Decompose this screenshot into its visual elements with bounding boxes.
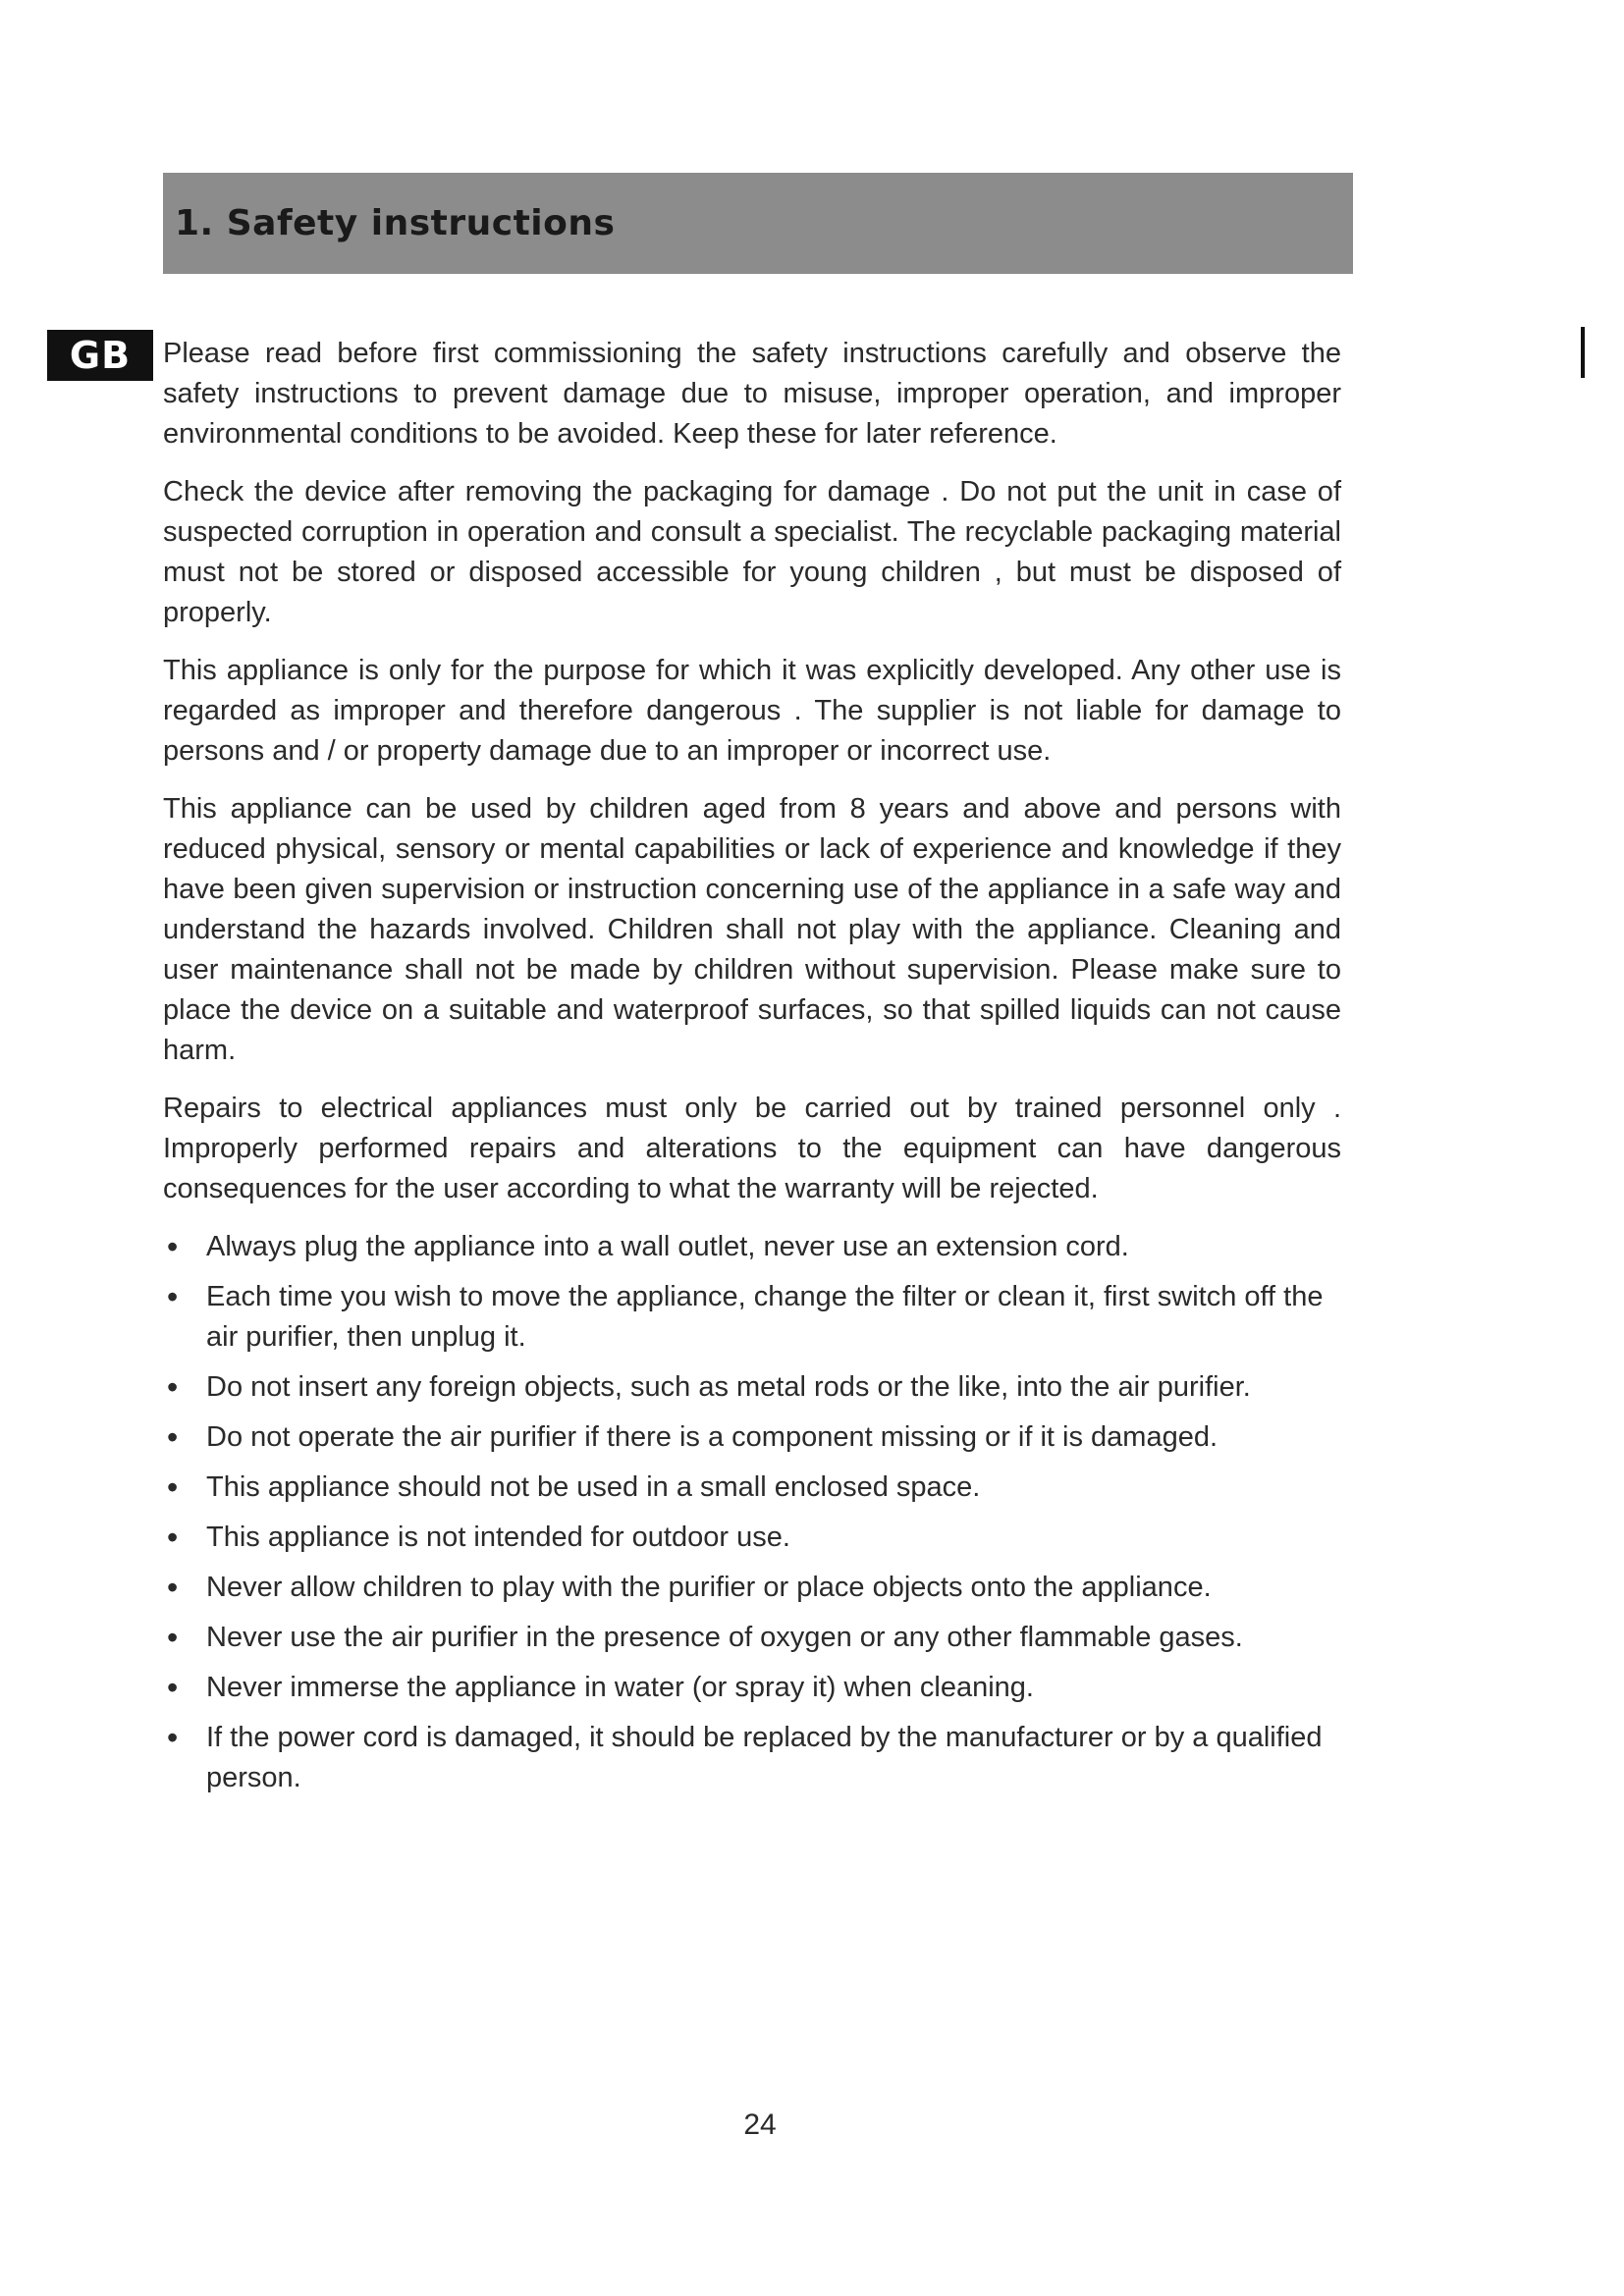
bullet-item: • Never immerse the appliance in water (or spray it) when cleaning. <box>163 1668 1341 1708</box>
document-body <box>163 334 1341 1808</box>
language-tab: GB <box>47 330 153 381</box>
safety-bullet-list <box>163 1227 1341 1798</box>
bullet-item: • If the power cord is damaged, it should be replaced by the manufacturer or by a qualified person. <box>163 1718 1341 1798</box>
paragraph-packaging: Check the device after removing the packaging for damage . Do not put the unit in case of suspected corruption in operation and consult a specialist. The recyclable packaging material must not be stored or disposed accessible for young children , but must be disposed of properly. <box>163 476 1341 628</box>
paragraph-intro: Please read before first commissioning the safety instructions carefully and observe the safety instructions to prevent damage due to misuse, improper operation, and improper environmental conditions to be avoided. Keep these for later reference. <box>163 338 1341 450</box>
bullet-item: • Each time you wish to move the appliance, change the filter or clean it, first switch off the air purifier, then unplug it. <box>163 1277 1341 1358</box>
paragraph-intended-use: This appliance is only for the purpose for which it was explicitly developed. Any other use is regarded as improper and therefore dangerous . The supplier is not liable for damage to persons and / or property damage due to an improper or incorrect use. <box>163 655 1341 767</box>
paragraph-repairs: Repairs to electrical appliances must only be carried out by trained personnel only . Improperly performed repairs and alterations to the equipment can have dangerous consequences for the user according to what the warranty will be rejected. <box>163 1093 1341 1204</box>
bullet-item: • Never allow children to play with the purifier or place objects onto the appliance. <box>163 1568 1341 1608</box>
bullet-item: • Never use the air purifier in the presence of oxygen or any other flammable gases. <box>163 1618 1341 1658</box>
section-title: 1. Safety instructions <box>175 203 616 243</box>
paragraph-children: This appliance can be used by children aged from 8 years and above and persons with reduced physical, sensory or mental capabilities or lack of experience and knowledge if they have been given supervision or instruction concerning use of the appliance in a safe way and understand the hazards involved. Children shall not play with the appliance. Cleaning and user maintenance shall not be made by children without supervision. Please make sure to place the device on a suitable and waterproof surfaces, so that spilled liquids can not cause harm. <box>163 793 1341 1066</box>
page-number: 24 <box>743 2109 777 2141</box>
section-header <box>163 173 1353 274</box>
margin-marker-bar <box>1581 327 1585 378</box>
bullet-item: • This appliance is not intended for outdoor use. <box>163 1518 1341 1558</box>
bullet-item: • Do not operate the air purifier if there is a component missing or if it is damaged. <box>163 1417 1341 1458</box>
bullet-item: • This appliance should not be used in a small enclosed space. <box>163 1468 1341 1508</box>
bullet-item: • Do not insert any foreign objects, such as metal rods or the like, into the air purifier. <box>163 1367 1341 1408</box>
bullet-item: • Always plug the appliance into a wall outlet, never use an extension cord. <box>163 1227 1341 1267</box>
